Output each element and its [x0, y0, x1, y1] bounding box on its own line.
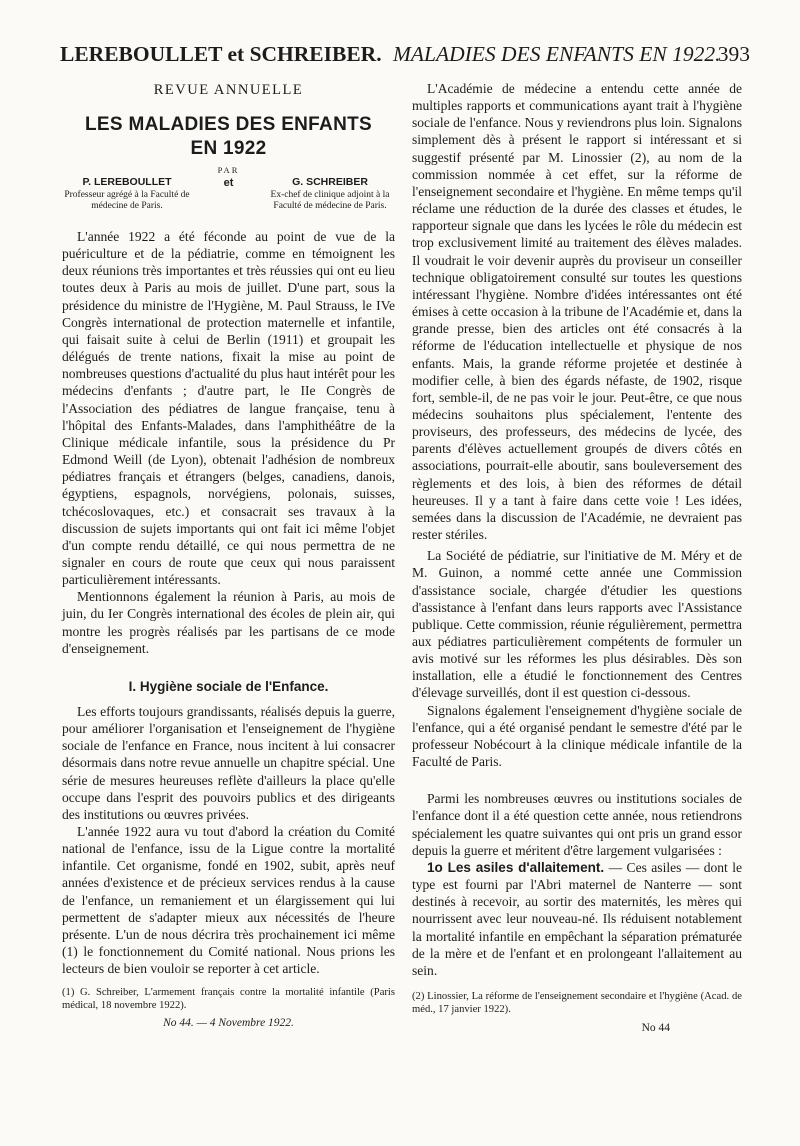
enseignement-paragraph: Signalons également l'enseignement d'hygiène sociale de l'enfance, qui a été organisé pendant le semestre d'été par le professeur Nobécourt à la clinique médicale infantile de la Faculté de Paris.: [412, 702, 742, 770]
congress-paragraph: Mentionnons également la réunion à Paris, au mois de juin, du Ier Congrès international des écoles de plein air, qui montre les progrès réalisés par les partisans de ce mode d'enseignement.: [62, 589, 395, 656]
issue-line-right: No 44: [641, 1021, 670, 1034]
author-schreiber: [265, 177, 395, 212]
paragraph-spacer: [412, 770, 742, 790]
author-lereboullet: [62, 177, 192, 212]
right-column: [412, 80, 742, 1034]
footnote-2: (2) Linossier, La réforme de l'enseignement secondaire et l'hygiène (Acad. de méd., 17 janvier 1922).: [412, 990, 742, 1015]
academie-paragraph: L'Académie de médecine a entendu cette année de multiples rapports et communications ayant trait à l'hygiène sociale de l'enfance. Nous y reviendrons plus loin. Signalons simplement dès à présent le rapport si intéressant et si suggestif présenté par M. Linossier (2), au nom de la commission nommée à cet effet, sur la réforme de l'enseignement secondaire et l'hygiène. En même temps qu'il réclame une réduction de la durée des classes et études, le rapporteur signale que dans les lycées le rôle du médecin est trop exclusivement limité au traitement des élèves malades. Il voudrait le voir devenir auprès du proviseur un conseiller technique obligatoirement consulté sur toutes les questions intéressant l'hygiène. Nombre d'idées intéressantes ont été émises à cette occasion à la tribune de l'Académie et, dans la grande presse, bien des articles ont été consacrés à la réforme de l'éducation intellectuelle et physique de nos enfants. Mais, la grande réforme projetée et destinée à modifier celle, à bien des égards néfaste, de 1902, risque fort, semble-il, de ne pas voir le jour. Peut-être, ce que nous médecins souhaitons plus spécialement, l'entente des proviseurs, des professeurs, des médecins de lycée, des parents d'élèves actuellement groupés de divers côtés en associations, pourrait-elle aboutir, sans bouleversement des règlements et des lois, à bien des réformes de détail heureuses. Il y a tant à faire dans cette voie ! Les idées, semées dans la discussion de l'Académie, ne devraient pas rester stériles.: [412, 81, 742, 543]
article-title-line2: EN 1922: [190, 138, 267, 159]
article-title-line1: LES MALADIES DES ENFANTS: [85, 114, 372, 135]
running-head: [60, 42, 750, 76]
issue-line-left: No 44. — 4 Novembre 1922.: [163, 1017, 294, 1030]
asiles-text: — Ces asiles — dont le type est fourni par l'Abri maternel de Nanterre — sont destinés à recevoir, au sortir des maternités, les mères qui nourrissent avec leur nouveau-né. Ils réduisent notablement la mortalité infantile en empêchant la séparation prématurée de la mère et de l'enfant et en prolongeant l'allaitement au sein.: [412, 859, 743, 978]
byline-par: PAR: [217, 165, 240, 175]
left-column: [62, 80, 395, 1029]
running-head-authors: LEREBOULLET et SCHREIBER.: [60, 42, 382, 66]
asiles-heading: 1o Les asiles d'allaitement.: [427, 859, 605, 875]
societe-paragraph: La Société de pédiatrie, sur l'initiative de M. Méry et de M. Guinon, a nommé cette année une Commission d'assistance sociale, chargée d'étudier les questions d'assistance à l'enfant dans leurs rapports avec l'Assistance publique. Cette commission, réunie régulièrement, permettra aux pédiatres particulièrement compétents de formuler un avis motivé sur les réformes les plus désirables. Dès son installation, elle a étudié le fonctionnement des Centres d'élevage surveillés, dont il est question ci-dessous.: [412, 548, 742, 701]
author1-affiliation: Professeur agrégé à la Faculté de médecine de Paris.: [64, 190, 190, 211]
article-title: [62, 113, 395, 161]
asiles-paragraph: [412, 859, 742, 979]
rubric: REVUE ANNUELLE: [153, 82, 304, 98]
author1-name: P. LEREBOULLET: [82, 176, 172, 188]
intro-paragraph: L'année 1922 a été féconde au point de vue de la puériculture et de la pédiatrie, comme en témoignent les deux réunions très importantes et très réussies qui ont eu lieu toutes deux à Paris au mois de juillet. D'une part, sous la présidence du ministre de l'Hygiène, M. Paul Strauss, le IVe Congrès international de protection maternelle et infantile, qui faisait suite à celui de Berlin (1911) et groupait les délégués de trente nations, fixait la mise au point de nombreuses questions d'actualité du plus haut intérêt pour les médecins d'enfants ; d'autre part, le IIe Congrès de l'Association des pédiatres de langue française, tenu à l'hôpital des Enfants-Malades, dans l'amphithéâtre de la Clinique médicale infantile, sous la présidence du Pr Edmond Weill (de Lyon), obtenait l'adhésion de nombreux pédiatres français et étrangers (belges, canadiens, danois, égyptiens, espagnols, norvégiens, polonais, suisses, tchécoslovaques, etc.) et consacrait ses travaux à la discussion de sujets importants qui ont fait ici même l'objet d'un compte rendu détaillé, ce qui nous permettra de ne signaler en cours de route que ceux qui nous paraissent particulièrement intéressants.: [62, 229, 395, 588]
authors-block: [62, 177, 395, 212]
hygiene-paragraph: Les efforts toujours grandissants, réalisés depuis la guerre, pour améliorer l'organisation et l'enseignement de l'hygiène sociale de l'enfance en France, nous incitent à lui consacrer désormais dans notre revue annuelle un chapitre spécial. Une série de mesures heureuses reflète d'ailleurs la place qu'elle occupe dans l'esprit des pouvoirs publics et des dirigeants des institutions ou œuvres privées.: [62, 703, 395, 822]
author2-name: G. SCHREIBER: [292, 176, 368, 188]
page-number: 393: [717, 42, 750, 66]
author-conjunction: et: [223, 177, 234, 189]
comite-paragraph: L'année 1922 aura vu tout d'abord la création du Comité national de l'enfance, issu de la Ligue contre la mortalité infantile. Cet organisme, fondé en 1902, subit, après neuf années d'existence et de précieux services rendus à la cause de l'enfance, un remaniement et un élargissement qui lui permettent de s'adapter mieux aux nécessités de l'heure présente. L'un de nous décrira très prochainement ici même (1) le fonctionnement du Comité national. Nous prions les lecteurs de bien vouloir se reporter à cet article.: [62, 824, 395, 977]
footnote-1: (1) G. Schreiber, L'armement français contre la mortalité infantile (Paris médical, 18 novembre 1922).: [62, 987, 395, 1012]
running-head-title: MALADIES DES ENFANTS EN 1922.: [392, 42, 721, 66]
section-heading: I. Hygiène sociale de l'Enfance.: [128, 678, 329, 694]
author2-affiliation: Ex-chef de clinique adjoint à la Faculté de médecine de Paris.: [270, 190, 390, 211]
oeuvres-paragraph: Parmi les nombreuses œuvres ou institutions sociales de l'enfance dont il a été question cette année, nous retiendrons spécialement les quatre suivantes qui ont pris un grand essor depuis la guerre et méritent d'être largement vulgarisées :: [412, 791, 742, 858]
